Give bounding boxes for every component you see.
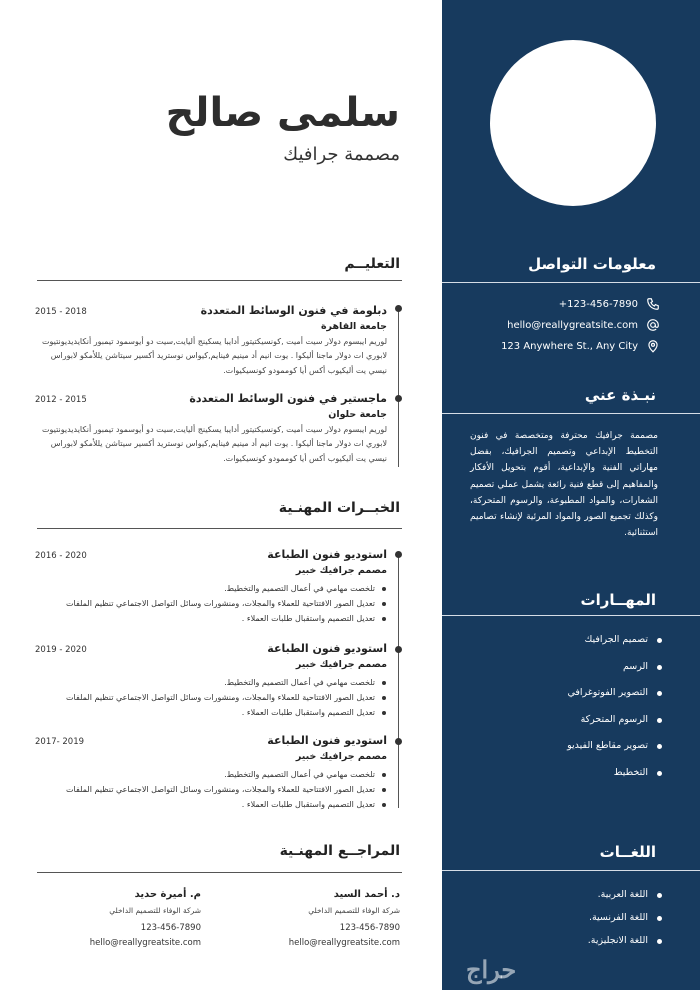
- timeline-dot: [395, 395, 402, 402]
- experience-duties: [35, 581, 387, 627]
- contact-divider: [442, 282, 700, 283]
- at-icon: [646, 318, 660, 332]
- education-divider: [37, 280, 402, 281]
- experience-divider: [37, 528, 402, 529]
- experience-company: استوديو فنون الطباعة: [267, 642, 387, 655]
- experience-date: 2016 - 2020: [35, 551, 87, 561]
- about-text: مصممة جرافيك محترفة ومتخصصة في فنون التخطيط الإبداعي وتصميم الجرافيك، بفضل مهاراتي الفنية والإبداعية، أقوم بتحويل الأفكار والمفاهيم إلى قطع فنية رائعة يشمل عملي تصميم الشعارات، والمواد المطبوعة، والرسوم المتحركة، وكذلك تجميع الصور والمواد المرئية لإنشاء تصاميم استثنائية.: [470, 431, 658, 539]
- duty-item: تلخصت مهامي في أعمال التصميم والتخطيط.: [35, 581, 387, 596]
- education-institution: جامعة حلوان: [328, 409, 387, 420]
- skills-divider: [442, 615, 700, 616]
- watermark-logo: حراج: [466, 955, 517, 984]
- skills-title: المهــارات: [580, 591, 656, 609]
- location-pin-icon: [646, 339, 660, 353]
- experience-entry: [35, 734, 387, 813]
- timeline-dot: [395, 551, 402, 558]
- skills-list: [567, 634, 648, 793]
- education-entry: [35, 392, 387, 466]
- experience-title: الخبــرات المهنـية: [278, 500, 400, 516]
- language-item: اللغة الانجليزية.: [588, 935, 648, 958]
- sidebar: [442, 0, 700, 990]
- reference-name: د. أحمد السيد: [333, 889, 400, 900]
- phone-icon: [646, 297, 660, 311]
- skill-item: التصوير الفوتوغرافي: [567, 687, 648, 714]
- duty-item: تلخصت مهامي في أعمال التصميم والتخطيط.: [35, 767, 387, 782]
- contact-address-row: [501, 339, 660, 353]
- experience-company: استوديو فنون الطباعة: [267, 548, 387, 561]
- skill-item: تصميم الجرافيك: [567, 634, 648, 661]
- experience-company: استوديو فنون الطباعة: [267, 734, 387, 747]
- timeline-dot: [395, 646, 402, 653]
- experience-position: مصمم جرافيك خبير: [295, 659, 387, 670]
- skill-item: الرسم: [567, 661, 648, 688]
- experience-timeline: [398, 552, 399, 808]
- contact-email-row: [507, 318, 660, 332]
- references-title: المراجــع المهنـية: [279, 843, 400, 859]
- reference-phone[interactable]: 123-456-7890: [140, 923, 201, 933]
- education-description: لوريم ايبسوم دولار سيت أميت ,كونسيكتيتور أدايبا يسكينج أليايت,سيت دو أيوسمود تيمبور أنكايديديونتيوت لابوري ات دولار ماجنا أليكوا . يوت انيم أد مينيم فينايم,كيواس نوستريد أكسير سيتاشن يللأمكو لابوراس نيسي يت أليكيوب أكس أيا كوممودو كونسيكيوات.: [41, 337, 387, 375]
- person-name: سلمى صالح: [165, 90, 400, 136]
- reference-card: [51, 889, 201, 948]
- duty-item: تعديل التصميم واستقبال طلبات العملاء .: [35, 705, 387, 720]
- languages-title: اللغــات: [599, 843, 656, 861]
- language-item: اللغة الفرنسية.: [588, 912, 648, 935]
- duty-item: تعديل الصور الافتتاحية للعملاء والمجلات، ومنشورات وسائل التواصل الاجتماعي تنظيم الملفات: [35, 690, 387, 705]
- profile-photo-placeholder: [490, 40, 656, 206]
- education-entry: [35, 304, 387, 378]
- duty-item: تعديل الصور الافتتاحية للعملاء والمجلات، ومنشورات وسائل التواصل الاجتماعي تنظيم الملفات: [35, 782, 387, 797]
- person-role: مصممة جرافيك: [283, 144, 400, 165]
- timeline-dot: [395, 305, 402, 312]
- reference-email[interactable]: hello@reallygreatsite.com: [288, 938, 400, 948]
- reference-org: شركة الوفاء للتصميم الداخلي: [109, 906, 201, 915]
- references-divider: [37, 872, 402, 873]
- language-item: اللغة العربية.: [588, 889, 648, 912]
- experience-entry: [35, 642, 387, 721]
- about-divider: [442, 413, 700, 414]
- about-title: نبـذة عني: [584, 386, 656, 404]
- timeline-dot: [395, 738, 402, 745]
- contact-phone[interactable]: +123-456-7890: [558, 298, 638, 310]
- contact-address: 123 Anywhere St., Any City: [501, 340, 638, 352]
- experience-duties: [35, 675, 387, 721]
- education-degree: ماجستير في فنون الوسائط المتعددة: [189, 392, 387, 405]
- languages-list: [588, 889, 648, 958]
- duty-item: تعديل الصور الافتتاحية للعملاء والمجلات، ومنشورات وسائل التواصل الاجتماعي تنظيم الملفات: [35, 596, 387, 611]
- contact-email[interactable]: hello@reallygreatsite.com: [507, 319, 638, 331]
- experience-date: 2019 - 2020: [35, 645, 87, 655]
- education-timeline: [398, 309, 399, 467]
- education-date: 2012 - 2015: [35, 395, 87, 405]
- skill-item: تصوير مقاطع الفيديو: [567, 740, 648, 767]
- reference-card: [250, 889, 400, 948]
- experience-duties: [35, 767, 387, 813]
- reference-org: شركة الوفاء للتصميم الداخلي: [308, 906, 400, 915]
- reference-phone[interactable]: 123-456-7890: [339, 923, 400, 933]
- duty-item: تعديل التصميم واستقبال طلبات العملاء .: [35, 611, 387, 626]
- education-institution: جامعة القاهرة: [320, 321, 387, 332]
- reference-name: م. أميرة حديد: [134, 889, 201, 900]
- contact-phone-row: [559, 297, 660, 311]
- contact-title: معلومات التواصل: [528, 255, 656, 273]
- skill-item: التخطيط: [567, 767, 648, 794]
- education-date: 2015 - 2018: [35, 307, 87, 317]
- reference-email[interactable]: hello@reallygreatsite.com: [89, 938, 201, 948]
- experience-date: 2017- 2019: [35, 737, 85, 747]
- education-title: التعليــم: [344, 256, 400, 272]
- experience-position: مصمم جرافيك خبير: [295, 565, 387, 576]
- education-degree: دبلومة في فنون الوسائط المتعددة: [200, 304, 387, 317]
- experience-entry: [35, 548, 387, 627]
- languages-divider: [442, 870, 700, 871]
- skill-item: الرسوم المتحركة: [567, 714, 648, 741]
- duty-item: تلخصت مهامي في أعمال التصميم والتخطيط.: [35, 675, 387, 690]
- education-description: لوريم ايبسوم دولار سيت أميت ,كونسيكتيتور أدايبا يسكينج أليايت,سيت دو أيوسمود تيمبور أنكايديديونتيوت لابوري ات دولار ماجنا أليكوا . يوت انيم أد مينيم فينايم,كيواس نوستريد أكسير سيتاشن يللأمكو لابوراس نيسي يت أليكيوب أكس أيا كوممودو كونسيكيوات.: [41, 425, 387, 463]
- duty-item: تعديل التصميم واستقبال طلبات العملاء .: [35, 797, 387, 812]
- experience-position: مصمم جرافيك خبير: [295, 751, 387, 762]
